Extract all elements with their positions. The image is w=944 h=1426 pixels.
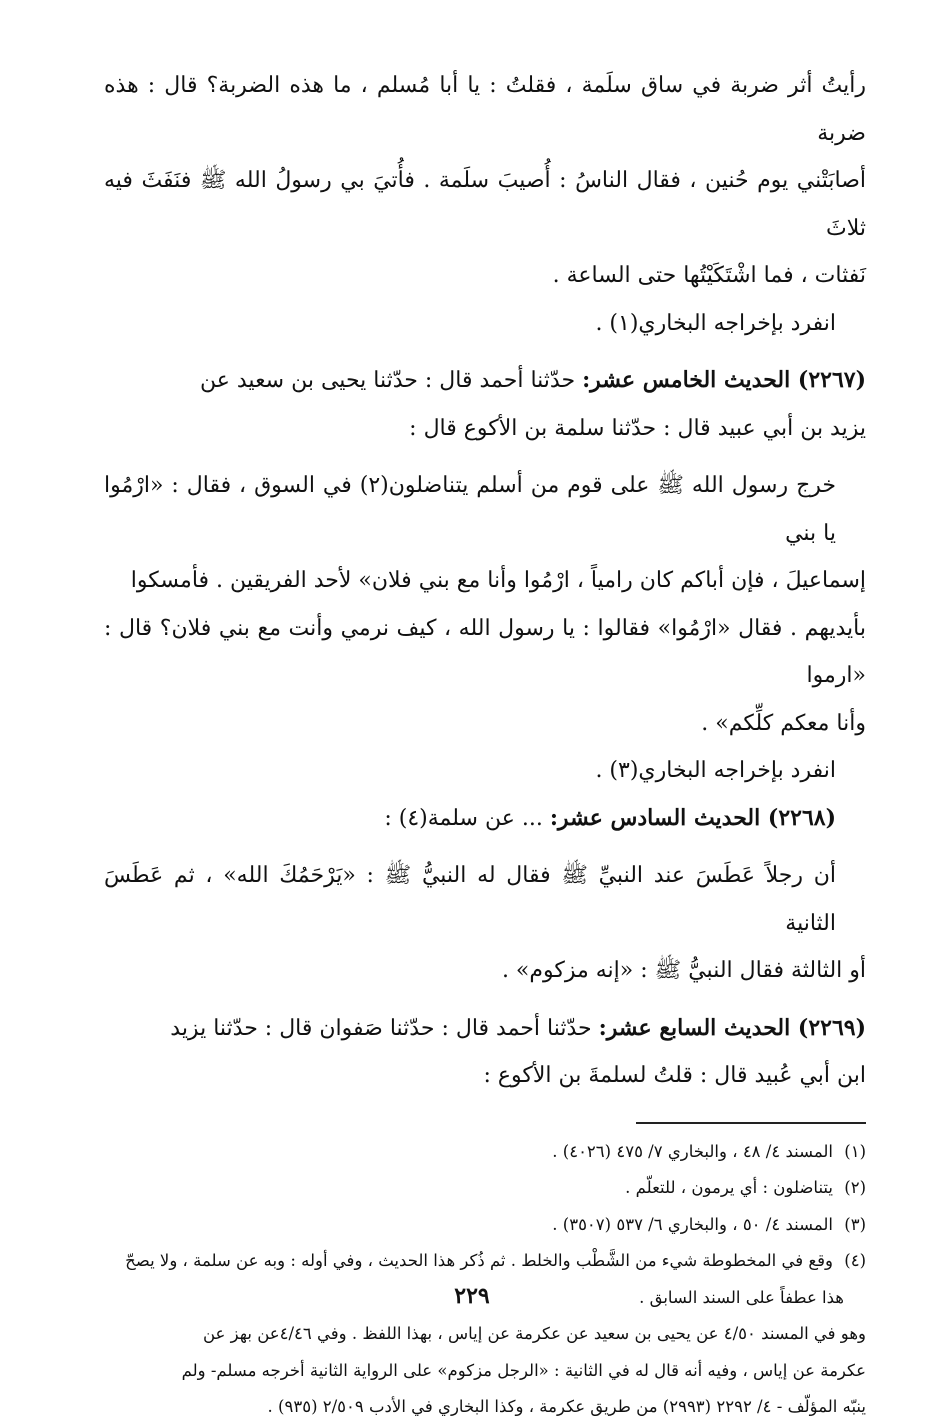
- hadith-number-title: (٢٢٦٧) الحديث الخامس عشر:: [582, 367, 866, 393]
- hadith-text-line: بأيديهم . فقال «ارْمُوا» فقالوا : يا رسول الله ، كيف نرمي وأنت مع بني فلان؟ قال : «ارموا: [104, 615, 866, 688]
- isnad-text: حدّثنا أحمد قال : حدّثنا يحيى بن سعيد عن: [200, 368, 576, 393]
- main-text: [104, 62, 866, 1100]
- isnad-text: حدّثنا أحمد قال : حدّثنا صَفوان قال : حدّثنا يزيد: [170, 1015, 592, 1041]
- footnote: [104, 1170, 866, 1207]
- hadith-text-line: وأنا معكم كلِّكم» .: [701, 710, 866, 736]
- hadith-2267-heading: [104, 357, 866, 405]
- hadith-text-line: أو الثالثة فقال النبيُّ ﷺ : «إنه مزكوم» .: [501, 958, 866, 983]
- footnotes: [104, 1134, 866, 1426]
- footnote-extra-line: عكرمة عن إياس ، وفيه أنه قال له في الثانية : «الرجل مزكوم» على الرواية الثانية أخرجه مسلم- ولم: [181, 1360, 866, 1380]
- hadith-2268-heading: [104, 795, 866, 843]
- footnote-continuation: هذا عطفاً على السند السابق .: [639, 1287, 844, 1307]
- footnote: [104, 1207, 866, 1244]
- footnote-number: (٢): [844, 1178, 866, 1197]
- footnote-text: المسند ٤/ ٥٠ ، والبخاري ٦/ ٥٣٧ (٣٥٠٧) .: [552, 1214, 833, 1234]
- footnote-number: (٣): [844, 1214, 866, 1234]
- hadith-2269-heading: [104, 1005, 866, 1053]
- text-line: رأيتُ أثر ضربة في ساق سلَمة ، فقلتُ : يا أبا مُسلم ، ما هذه الضربة؟ قال : هذه ضربة: [104, 73, 866, 146]
- isnad-line: ابن أبي عُبيد قال : قلتُ لسلمةَ بن الأكوع :: [483, 1063, 866, 1088]
- footnote-text: المسند ٤/ ٤٨ ، والبخاري ٧/ ٤٧٥ (٤٠٢٦) .: [552, 1141, 833, 1161]
- footnote-extra-line: ينبّه المؤلّف - ٤/ ٢٢٩٢ (٢٩٩٣) من طريق عكرمة ، وكذا البخاري في الأدب ٢/٥٠٩ (٩٣٥) .: [267, 1397, 866, 1416]
- hadith-text-line: خرج رسول الله ﷺ على قوم من أسلم يتناضلون(٢) في السوق ، فقال : «ارْمُوا يا بني: [104, 473, 837, 546]
- footnote-divider: [636, 1122, 866, 1124]
- hadith-number-title: (٢٢٦٨) الحديث السادس عشر:: [549, 804, 836, 831]
- footnote-text: يتناضلون : أي يرمون ، للتعلّم .: [625, 1178, 833, 1197]
- footnote-text: وقع في المخطوطة شيء من الشَّطْب والخلط . ثم ذُكر هذا الحديث ، وفي أوله : وبه عن سلمة ، ولا يصحّ: [125, 1251, 833, 1270]
- footnote-extra-line: وهو في المسند ٤/٥٠ عن يحيى بن سعيد عن عكرمة عن إياس ، بهذا اللفظ . وفي ٤/٤٦عن بهز عن: [203, 1324, 866, 1343]
- footnote-number: (٤): [844, 1251, 866, 1270]
- isnad-line: يزيد بن أبي عبيد قال : حدّثنا سلمة بن الأكوع قال :: [409, 415, 866, 441]
- footnote: [104, 1134, 866, 1171]
- footnote-number: (١): [844, 1141, 866, 1161]
- isnad-text: ... عن سلمة(٤) :: [384, 805, 543, 831]
- hadith-number-title: (٢٢٦٩) الحديث السابع عشر:: [598, 1014, 866, 1041]
- text-line: نَفثات ، فما اشْتَكَيْتُها حتى الساعة .: [552, 263, 866, 288]
- text-line: أصابَتْني يوم حُنين ، فقال الناسُ : أُصيبَ سلَمة . فأُتيَ بي رسولُ الله ﷺ فنَفَثَ فيه ثلاثَ: [104, 168, 866, 241]
- hadith-text-line: إسماعيلَ ، فإن أباكم كان رامياً ، ارْمُوا وأنا مع بني فلان» لأحد الفريقين . فأمسكوا: [130, 568, 866, 593]
- hadith-text-line: أن رجلاً عَطَسَ عند النبيِّ ﷺ فقال له النبيُّ ﷺ : «يَرْحَمُكَ الله» ، ثم عَطَسَ الثانية: [104, 863, 836, 936]
- footnote: [104, 1243, 866, 1280]
- source-note: انفرد بإخراجه البخاري(١) .: [595, 310, 836, 336]
- source-note: انفرد بإخراجه البخاري(٣) .: [595, 758, 836, 783]
- page-number: ٢٢٩: [454, 1283, 490, 1309]
